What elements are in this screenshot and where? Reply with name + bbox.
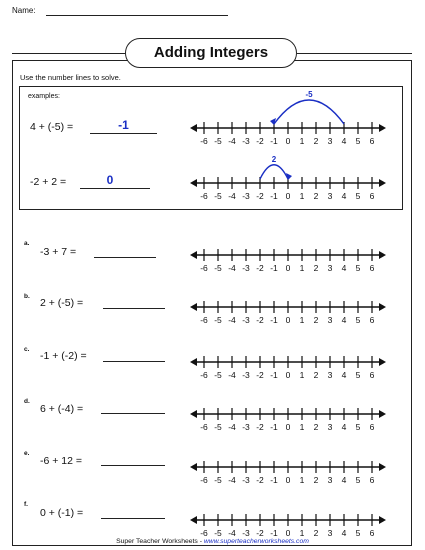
tick-label: -2 (256, 370, 264, 380)
problem-letter: f. (24, 501, 28, 508)
name-label: Name: (12, 6, 36, 15)
title-rule-left (12, 53, 125, 54)
tick-label: 2 (313, 263, 319, 273)
tick-label: -2 (256, 136, 264, 146)
tick-label: 4 (341, 263, 347, 273)
tick-label: 0 (285, 136, 291, 146)
tick-label: 6 (369, 475, 375, 485)
arrow-right-icon (379, 303, 386, 311)
tick-label: 6 (369, 191, 375, 201)
tick-label: 5 (355, 528, 361, 538)
problem-letter: c. (24, 346, 30, 353)
tick-label: -6 (200, 528, 208, 538)
problem-letter: d. (24, 398, 30, 405)
problem-letter: e. (24, 450, 30, 457)
tick-label: 0 (285, 263, 291, 273)
tick-label: 0 (285, 528, 291, 538)
tick-label: -5 (214, 136, 222, 146)
answer-line[interactable] (101, 413, 165, 414)
footer-text: Super Teacher Worksheets - (116, 538, 204, 545)
tick-label: 5 (355, 191, 361, 201)
tick-label: -1 (270, 528, 278, 538)
tick-label: 5 (355, 136, 361, 146)
tick-label: 1 (299, 422, 305, 432)
tick-label: -2 (256, 263, 264, 273)
tick-label: -2 (256, 315, 264, 325)
tick-label: 3 (327, 370, 333, 380)
tick-label: -3 (242, 136, 250, 146)
arrow-right-icon (379, 179, 386, 187)
answer-line[interactable] (94, 257, 156, 258)
tick-label: 6 (369, 263, 375, 273)
tick-label: -3 (242, 528, 250, 538)
tick-label: -5 (214, 422, 222, 432)
tick-label: 1 (299, 475, 305, 485)
title-rule-right (297, 53, 412, 54)
example-answer: 0 (106, 173, 114, 187)
tick-label: 2 (313, 136, 319, 146)
tick-label: -3 (242, 475, 250, 485)
tick-label: 3 (327, 136, 333, 146)
jump-arc (260, 165, 288, 179)
tick-label: -1 (270, 475, 278, 485)
tick-label: 5 (355, 422, 361, 432)
tick-label: -2 (256, 475, 264, 485)
arrow-left-icon (190, 124, 197, 132)
arrow-left-icon (190, 410, 197, 418)
footer (0, 538, 425, 545)
tick-label: -3 (242, 191, 250, 201)
tick-label: 4 (341, 370, 347, 380)
footer-link[interactable]: www.superteacherworksheets.com (203, 538, 309, 545)
tick-label: -5 (214, 191, 222, 201)
page-title: Adding Integers (125, 38, 297, 68)
tick-label: -5 (214, 528, 222, 538)
instructions: Use the number lines to solve. (20, 73, 121, 82)
arrow-right-icon (379, 516, 386, 524)
tick-label: -6 (200, 315, 208, 325)
tick-label: 0 (285, 475, 291, 485)
tick-label: -3 (242, 315, 250, 325)
example-equation: -2 + 2 = (30, 176, 67, 188)
tick-label: -2 (256, 528, 264, 538)
tick-label: -6 (200, 422, 208, 432)
arrow-left-icon (190, 463, 197, 471)
jump-arc (274, 100, 344, 124)
tick-label: 4 (341, 136, 347, 146)
answer-line[interactable] (103, 361, 165, 362)
tick-label: 1 (299, 315, 305, 325)
tick-label: 3 (327, 528, 333, 538)
tick-label: -1 (270, 263, 278, 273)
tick-label: -4 (228, 263, 236, 273)
tick-label: -1 (270, 370, 278, 380)
arrow-right-icon (379, 251, 386, 259)
answer-line[interactable] (101, 518, 165, 519)
tick-label: -1 (270, 315, 278, 325)
tick-label: 3 (327, 263, 333, 273)
tick-label: 2 (313, 528, 319, 538)
example-answer: -1 (118, 118, 129, 132)
tick-label: 6 (369, 528, 375, 538)
example-answer-line (80, 188, 150, 189)
tick-label: -1 (270, 422, 278, 432)
problem-equation: -6 + 12 = (40, 455, 83, 467)
tick-label: 1 (299, 528, 305, 538)
tick-label: 2 (313, 475, 319, 485)
tick-label: 4 (341, 528, 347, 538)
tick-label: 5 (355, 475, 361, 485)
tick-label: -6 (200, 370, 208, 380)
example-answer-line (90, 133, 157, 134)
tick-label: 4 (341, 315, 347, 325)
tick-label: 2 (313, 370, 319, 380)
arrow-left-icon (190, 358, 197, 366)
tick-label: 2 (313, 315, 319, 325)
example-equation: 4 + (-5) = (30, 121, 74, 133)
tick-label: -1 (270, 136, 278, 146)
number-line (178, 143, 400, 207)
tick-label: 5 (355, 315, 361, 325)
tick-label: -5 (214, 263, 222, 273)
tick-label: 6 (369, 422, 375, 432)
problem-equation: 0 + (-1) = (40, 507, 84, 519)
tick-label: -4 (228, 370, 236, 380)
tick-label: -6 (200, 136, 208, 146)
tick-label: 6 (369, 315, 375, 325)
tick-label: -1 (270, 191, 278, 201)
tick-label: 6 (369, 136, 375, 146)
tick-label: -2 (256, 422, 264, 432)
tick-label: -5 (214, 475, 222, 485)
arrow-left-icon (190, 516, 197, 524)
problem-letter: a. (24, 240, 30, 247)
tick-label: -3 (242, 422, 250, 432)
tick-label: 3 (327, 422, 333, 432)
tick-label: 6 (369, 370, 375, 380)
tick-label: 1 (299, 136, 305, 146)
tick-label: -3 (242, 370, 250, 380)
tick-label: 2 (313, 422, 319, 432)
name-line[interactable] (46, 15, 228, 16)
tick-label: 3 (327, 475, 333, 485)
tick-label: 4 (341, 422, 347, 432)
tick-label: 0 (285, 315, 291, 325)
answer-line[interactable] (101, 465, 165, 466)
answer-line[interactable] (103, 308, 165, 309)
problem-equation: -3 + 7 = (40, 246, 77, 258)
problem-equation: 2 + (-5) = (40, 297, 84, 309)
examples-label: examples: (28, 93, 60, 100)
tick-label: 0 (285, 191, 291, 201)
problem-equation: -1 + (-2) = (40, 350, 87, 362)
tick-label: 3 (327, 191, 333, 201)
number-line (178, 480, 400, 544)
arrow-right-icon (379, 358, 386, 366)
tick-label: 2 (313, 191, 319, 201)
tick-label: -6 (200, 191, 208, 201)
problem-letter: b. (24, 293, 30, 300)
arrow-right-icon (379, 463, 386, 471)
arrow-right-icon (379, 410, 386, 418)
tick-label: 4 (341, 475, 347, 485)
arrow-right-icon (379, 124, 386, 132)
arrow-left-icon (190, 179, 197, 187)
jump-label: -5 (305, 90, 313, 99)
tick-label: -3 (242, 263, 250, 273)
tick-label: -5 (214, 315, 222, 325)
tick-label: 1 (299, 263, 305, 273)
tick-label: 1 (299, 191, 305, 201)
arrow-left-icon (190, 303, 197, 311)
tick-label: -4 (228, 315, 236, 325)
tick-label: 5 (355, 263, 361, 273)
problem-equation: 6 + (-4) = (40, 403, 84, 415)
tick-label: 5 (355, 370, 361, 380)
tick-label: 1 (299, 370, 305, 380)
tick-label: -4 (228, 422, 236, 432)
arrow-left-icon (190, 251, 197, 259)
tick-label: -2 (256, 191, 264, 201)
tick-label: -4 (228, 191, 236, 201)
tick-label: 4 (341, 191, 347, 201)
tick-label: 0 (285, 422, 291, 432)
tick-label: 3 (327, 315, 333, 325)
tick-label: -6 (200, 263, 208, 273)
tick-label: 0 (285, 370, 291, 380)
tick-label: -6 (200, 475, 208, 485)
tick-label: -4 (228, 475, 236, 485)
tick-label: -4 (228, 136, 236, 146)
jump-label: 2 (271, 154, 277, 164)
tick-label: -4 (228, 528, 236, 538)
tick-label: -5 (214, 370, 222, 380)
name-row (12, 6, 36, 15)
